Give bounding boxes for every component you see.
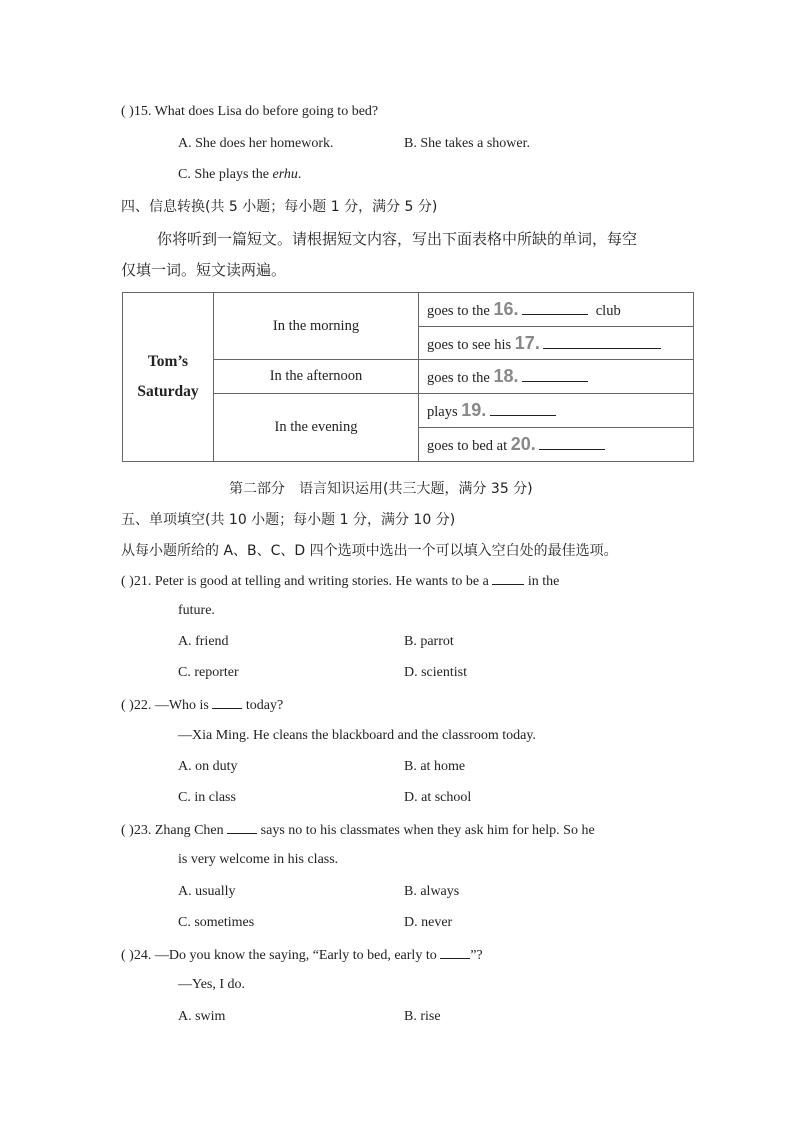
option-c-italic: erhu — [272, 167, 298, 182]
row-label-evening: In the evening — [214, 394, 419, 462]
answer-blank-18[interactable] — [522, 369, 588, 382]
dialogue-reply: —Yes, I do. — [178, 977, 246, 992]
section-5-instruction: 从每小题所给的 A、B、C、D 四个选项中选出一个可以填入空白处的最佳选项。 — [121, 543, 618, 559]
question-stem-end: today? — [245, 698, 284, 713]
option-b: B. She takes a shower. — [404, 136, 530, 151]
row-label-afternoon: In the afternoon — [214, 360, 419, 394]
blank-number-17: 17. — [514, 332, 540, 353]
answer-paren: ( ) — [121, 574, 134, 589]
question-22 — [121, 696, 283, 714]
cell-text: goes to bed at — [427, 438, 508, 454]
section-4-instruction-line1: 你将听到一篇短文。请根据短文内容，写出下面表格中所缺的单词，每空 — [157, 230, 638, 248]
question-stem-end: in the — [527, 574, 560, 589]
table-cell-19 — [419, 394, 694, 428]
option-a: A. usually — [178, 884, 236, 899]
option-b: B. always — [404, 884, 460, 899]
question-blank — [492, 572, 524, 585]
cell-text-after: club — [595, 303, 621, 319]
option-a: A. on duty — [178, 759, 238, 774]
option-c-text: C. She plays the — [178, 167, 273, 182]
table-title — [123, 293, 214, 462]
question-stem: 15. What does Lisa do before going to bed? — [133, 104, 379, 119]
question-21 — [121, 572, 559, 590]
question-stem: 21. Peter is good at telling and writing stories. He wants to be a — [133, 574, 489, 589]
answer-paren: ( ) — [121, 948, 134, 963]
option-b: B. rise — [404, 1009, 441, 1024]
section-5-heading: 五、单项填空(共 10 小题；每小题 1 分，满分 10 分) — [121, 512, 456, 528]
section-4-heading: 四、信息转换(共 5 小题；每小题 1 分，满分 5 分) — [121, 199, 438, 215]
option-d: D. at school — [404, 790, 472, 805]
option-c: C. reporter — [178, 665, 239, 680]
answer-paren: ( ) — [121, 823, 134, 838]
cell-text: goes to see his — [427, 336, 512, 353]
option-b: B. parrot — [404, 634, 454, 649]
blank-number-16: 16. — [493, 299, 519, 319]
option-c-suffix: . — [297, 167, 302, 182]
option-b: B. at home — [404, 759, 466, 774]
question-stem-end: ”? — [470, 948, 483, 963]
answer-blank-17[interactable] — [543, 336, 661, 349]
option-c: C. in class — [178, 790, 236, 805]
question-blank — [440, 946, 470, 959]
table-cell-16 — [419, 293, 694, 327]
section-4-instruction-line2: 仅填一词。短文读两遍。 — [121, 261, 287, 279]
blank-number-20: 20. — [510, 434, 536, 454]
cell-text: plays — [427, 404, 458, 420]
answer-paren: ( ) — [121, 698, 134, 713]
question-stem: 23. Zhang Chen — [133, 823, 224, 838]
question-blank — [227, 821, 257, 834]
question-stem-end: says no to his classmates when they ask him for help. So he — [260, 823, 595, 838]
option-a: A. She does her homework. — [178, 136, 334, 151]
part-2-heading: 第二部分 语言知识运用(共三大题，满分 35 分) — [229, 481, 533, 497]
blank-number-19: 19. — [461, 400, 487, 420]
table-cell-17 — [419, 327, 694, 360]
option-a: A. friend — [178, 634, 229, 649]
answer-blank-16[interactable] — [522, 302, 588, 315]
table-cell-18 — [419, 360, 694, 394]
option-c — [178, 167, 301, 183]
table-title-line2: Saturday — [137, 383, 199, 400]
question-23 — [121, 821, 595, 839]
question-24 — [121, 946, 483, 964]
table-cell-20 — [419, 428, 694, 462]
row-label-morning: In the morning — [214, 293, 419, 360]
option-d: D. scientist — [404, 665, 467, 680]
answer-blank-19[interactable] — [490, 403, 556, 416]
option-c: C. sometimes — [178, 915, 255, 930]
answer-paren: ( ) — [121, 104, 134, 119]
question-stem-line2: future. — [178, 603, 215, 618]
cell-text: goes to the — [427, 303, 490, 319]
option-a: A. swim — [178, 1009, 226, 1024]
answer-blank-20[interactable] — [539, 437, 605, 450]
option-d: D. never — [404, 915, 453, 930]
question-stem: 22. —Who is — [133, 698, 209, 713]
question-stem-line2: is very welcome in his class. — [178, 852, 339, 867]
question-stem: 24. —Do you know the saying, “Early to bed, early to — [133, 948, 437, 963]
cell-text: goes to the — [427, 370, 490, 386]
dialogue-reply: —Xia Ming. He cleans the blackboard and the classroom today. — [178, 728, 536, 743]
question-15 — [121, 104, 378, 120]
info-transfer-table — [122, 292, 694, 462]
table-title-line1: Tom’s — [147, 353, 189, 370]
question-blank — [212, 696, 242, 709]
blank-number-18: 18. — [493, 366, 519, 386]
